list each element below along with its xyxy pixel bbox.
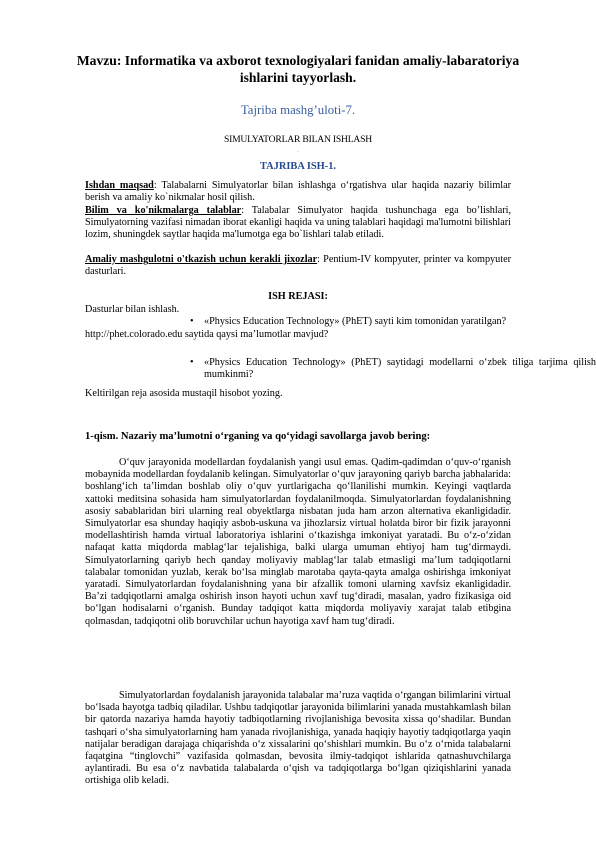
- lab-goal: [85, 180, 511, 204]
- plan-heading: ISH REJASI:: [268, 291, 328, 302]
- goal-text: : Talabalarni Simulyatorlar bilan ishlashga o‘rgatishva ular haqida nazariy bilimlar berish va amaliy ko`nikmalar hosil qilish.: [85, 180, 511, 204]
- paragraph-1: O‘quv jarayonida modellardan foydalanish yangi usul emas. Qadim-qadimdan o‘quv-o‘rganish mobaynida modellardan foydalanib kelingan. Simulyatorlar o‘quv jarayoning qariyb barcha jabhalarida: boshlang‘ich ta’limdan boshlab oliy o‘quv yurtlarigacha qo‘llanilishi mumkin. Keyingi vaqtlarda xattoki meditsina sohasida ham simulyatorlardan foydalanilmoqda. Simulyatorlardan foydalanishning asosiy sabablaridan biri ularning real obyektlarga nisbatan juda ham arzon alternativa ekanligidadir. Simulyatorlar esa shunday haqiqiy asbob-uskuna va jihozlarsiz virtual holatda biror bir fizik jarayonni modellashtirish hamda virtual laboratoriya ishlarini o‘tkazishga imkoniyat yaratadi. Bu o‘z-o‘zidan nafaqat katta miqdorda mablag‘lar tejalishiga, balki ularga umuman ehtiyoj ham tug‘dirmaydi. Simulyatorlarning qariyb hech qanday moliyaviy mablag‘lar talab etmasligi ma’lum tadqiqotlarni talabalar tomonidan yuzlab, kerak bo‘lsa minglab marotaba qayta-qayta amalga oshirishga imkoniyat yaratadi. Simulyatorlardan foydalanishning yana bir afzallik tomoni ularning xavfsiz ekanligidadir. Ba’zi tadqiqotlarni amalga oshirish inson hayoti uchun xavf tug‘diradi, masalan, yadro fizikasiga oid bo‘lgan hodisalarni o‘rganish. Bunday tadqiqot katta miqdorda moliyaviy xarajat talab etibgina qolmasdan, tadqiqotni olib boruvchilar uchun hayotiga xavf ham tug‘diradi.: [85, 457, 511, 627]
- section-title: SIMULYATORLAR BILAN ISHLASH: [223, 134, 373, 145]
- plan-item-2: http://phet.colorado.edu saytida qaysi ma’lumotlar mavjud?: [85, 329, 329, 340]
- goal-label: Ishdan maqsad: [85, 180, 154, 191]
- plan-intro: Dasturlar bilan ishlash.: [85, 304, 180, 315]
- tools-text: : Pentium-IV kompyuter, printer va kompyuter dasturlari.: [85, 254, 511, 278]
- skills-text: : Talabalar Simulyator haqida tushunchaga ega bo’lishlari, Simulyatorning vazifasi nimadan iborat ekanligi haqida va uning talablari haqidagi ma'lumotni bilishlari lozim, shuningdek saytlar haqida ma'lumotga ega bo`lishlari talab etiladi.: [85, 205, 511, 241]
- skills-requirements: [85, 205, 511, 242]
- lesson-subtitle: Tajriba mashg’uloti-7.: [240, 103, 356, 117]
- lab-heading: TAJRIBA ISH-1.: [259, 161, 337, 172]
- tools-label: Amaliy mashgulotni o'tkazish uchun kerakli jixozlar: [85, 254, 318, 265]
- required-equipment: [85, 254, 511, 278]
- separator-dot: .: [297, 148, 299, 154]
- document-title: Mavzu: Informatika va axborot texnologiyalari fanidan amaliy-labaratoriya ishlarini tayyorlash.: [76, 53, 520, 85]
- skills-label: Bilim va ko'nikmalarga talablar: [85, 205, 242, 216]
- part1-heading: 1-qism. Nazariy ma’lumotni o‘rganing va qo‘yidagi savollarga javob bering:: [85, 431, 431, 442]
- report-instruction: Keltirilgan reja asosida mustaqil hisobot yozing.: [85, 388, 283, 399]
- plan-item-3: • «Physics Education Technology» (PhET) saytidagi modellarni o‘zbek tiliga tarjima qilish mumkinmi?: [170, 357, 596, 381]
- paragraph-2: Simulyatorlardan foydalanish jarayonida talabalar ma’ruza vaqtida o‘rgangan bilimlarini virtual bo‘lsada hayotga tadbiq qiladilar. Ushbu tadqiqotlar jarayonida bilimlarini yanada mustahkamlash bilan bir qatorda nazariya hamda hayotiy tadbiqotlarning rivojlanishiga bevosita xissa qo‘shadilar. Bundan tashqari o‘sha simulyatorlarning ham yanada rivojlanishiga, yanada haqiqiy hayotiy tadqiqotlarga yaqin natijalar beradigan darajaga chiqarishda o‘z xissalarini qo‘shishlari mumkin. Bu o‘z o‘rnida talabalarni faqatgina “tinglovchi” vazifasida qolmasdan, bevosita ilmiy-tadqiqot ishlarida qatnashuvchilarga aylantiradi. Bu esa o‘z navbatida talabalarda o‘qish va tadqiqotlarga bo‘lgan qiziqishlarini yanada ortishiga olib keladi.: [85, 690, 511, 787]
- plan-item-1: • «Physics Education Technology» (PhET) sayti kim tomonidan yaratilgan?: [170, 316, 596, 328]
